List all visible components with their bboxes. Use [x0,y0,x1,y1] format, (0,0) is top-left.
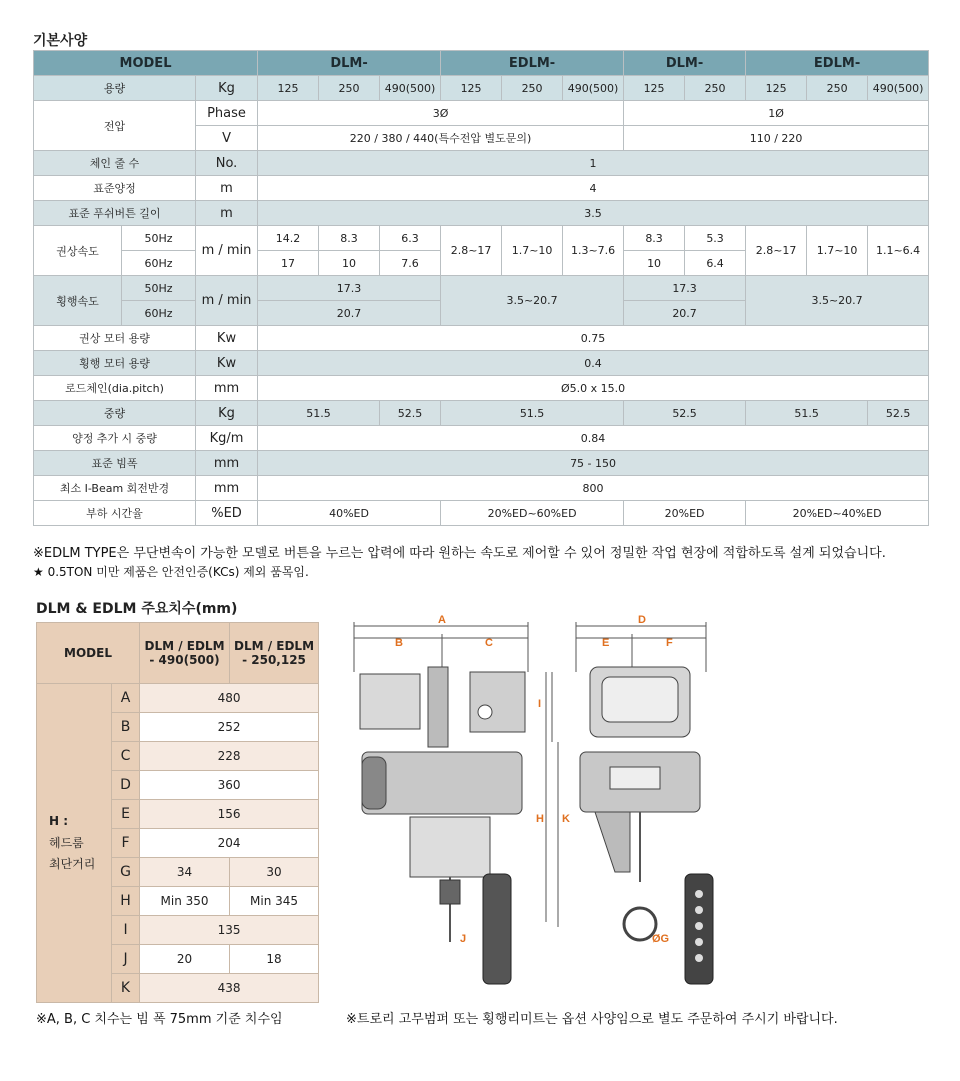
extra-weight-row [34,426,929,451]
lift-value: 4 [258,176,929,201]
chain-falls-label: 체인 줄 수 [34,151,196,176]
cap-val: 125 [441,76,502,101]
ts-val: 3.5~20.7 [746,276,929,326]
capacity-unit: Kg [196,76,258,101]
trolley-box [470,672,525,732]
travel-speed-row-50 [34,276,929,301]
hs-val: 1.7~10 [502,226,563,276]
group-dlm-3: DLM- [258,51,441,76]
label-b: B [395,637,403,649]
phase-row [34,101,929,126]
travel-motor-unit: Kw [196,351,258,376]
weight-val: 52.5 [868,401,929,426]
hs-val: 1.1~6.4 [868,226,929,276]
dim-key: J [112,945,140,974]
weight-unit: Kg [196,401,258,426]
hoist-side-view [360,667,525,984]
duty-row [34,501,929,526]
lift-label: 표준양정 [34,176,196,201]
phase3: 3Ø [258,101,624,126]
weight-row [34,401,929,426]
phase-unit: Phase [196,101,258,126]
label-k: K [562,813,570,825]
dim-key: K [112,974,140,1003]
beam-width-label: 표준 빔폭 [34,451,196,476]
dim-key: H [112,887,140,916]
dim-value: 18 [230,945,319,974]
lift-unit: m [196,176,258,201]
cap-val: 125 [624,76,685,101]
pendant-side [483,874,511,984]
hz50: 50Hz [122,276,196,301]
cap-val: 250 [502,76,563,101]
dim-model-header: MODEL [37,623,140,684]
dim-key: E [112,800,140,829]
hoist-diagram [340,612,930,997]
dim-key: G [112,858,140,887]
capacity-row [34,76,929,101]
cap-val: 125 [746,76,807,101]
hz60: 60Hz [122,301,196,326]
push-cord-unit: m [196,201,258,226]
ts-val: 3.5~20.7 [441,276,624,326]
note-kcs: ★ 0.5TON 미만 제품은 안전인증(KCs) 제외 품목임. [33,565,309,579]
capacity-label: 용량 [34,76,196,101]
hs-val: 6.4 [685,251,746,276]
hz60: 60Hz [122,251,196,276]
chain-falls-value: 1 [258,151,929,176]
hoist-speed-row-50 [34,226,929,251]
dim-value: 156 [140,800,319,829]
beam-width-row [34,451,929,476]
chain-falls-row [34,151,929,176]
ts-val: 17.3 [258,276,441,301]
extra-weight-unit: Kg/m [196,426,258,451]
chain-bag [410,817,490,877]
ts-val: 17.3 [624,276,746,301]
travel-motor-row [34,351,929,376]
dim-value: 135 [140,916,319,945]
dim-col1-header: DLM / EDLM - 490(500) [140,623,230,684]
cap-val: 250 [807,76,868,101]
weight-val: 51.5 [441,401,624,426]
cap-val: 250 [319,76,380,101]
cap-val: 490(500) [563,76,624,101]
v1: 110 / 220 [624,126,929,151]
cap-val: 125 [258,76,319,101]
hs-val: 5.3 [685,226,746,251]
hs-val: 2.8~17 [746,226,807,276]
label-j: J [460,933,467,945]
label-f: F [666,637,673,649]
hs-val: 2.8~17 [441,226,502,276]
spec-table [33,50,929,526]
push-cord-value: 3.5 [258,201,929,226]
weight-val: 51.5 [746,401,868,426]
cap-val: 490(500) [380,76,441,101]
beam-width-unit: mm [196,451,258,476]
weight-label: 중량 [34,401,196,426]
hs-val: 1.7~10 [807,226,868,276]
extra-weight-label: 양정 추가 시 중량 [34,426,196,451]
hoist-front-view [580,667,713,984]
travel-motor-label: 횡행 모터 용량 [34,351,196,376]
dim-title: DLM & EDLM 주요치수(mm) [36,601,238,617]
footnote-abc: ※A, B, C 치수는 빔 폭 75mm 기준 치수임 [36,1012,283,1027]
hoist-speed-label: 권상속도 [34,226,122,276]
group-dlm-1: DLM- [624,51,746,76]
dim-value: Min 350 [140,887,230,916]
note-edlm: ※EDLM TYPE은 무단변속이 가능한 모델로 버튼을 누르는 압력에 따라 원하는 속도로 제어할 수 있어 정밀한 작업 현장에 적합하도록 설계 되었습니다. [33,546,886,561]
extra-weight-value: 0.84 [258,426,929,451]
hs-val: 10 [624,251,685,276]
min-radius-row [34,476,929,501]
dim-value: 480 [140,684,319,713]
dim-value: 360 [140,771,319,800]
hoist-motor-value: 0.75 [258,326,929,351]
hs-val: 10 [319,251,380,276]
hs-val: 8.3 [624,226,685,251]
weight-val: 51.5 [258,401,380,426]
dim-value: 438 [140,974,319,1003]
dim-key: I [112,916,140,945]
dim-value: 20 [140,945,230,974]
dim-value: 34 [140,858,230,887]
dim-key: F [112,829,140,858]
dim-value: Min 345 [230,887,319,916]
hz50: 50Hz [122,226,196,251]
h-desc1: 헤드룸 [49,836,84,850]
v3: 220 / 380 / 440(특수전압 별도문의) [258,126,624,151]
weight-val: 52.5 [380,401,441,426]
hs-val: 7.6 [380,251,441,276]
chain-falls-unit: No. [196,151,258,176]
hoist-speed-unit: m / min [196,226,258,276]
hs-val: 14.2 [258,226,319,251]
hs-val: 17 [258,251,319,276]
beam-width-value: 75 - 150 [258,451,929,476]
hoist-motor-row [34,326,929,351]
min-radius-unit: mm [196,476,258,501]
duty-val: 20%ED [624,501,746,526]
dim-key: C [112,742,140,771]
dim-value: 30 [230,858,319,887]
v-unit: V [196,126,258,151]
h-desc2: 최단거리 [49,857,96,871]
push-cord-row [34,201,929,226]
group-edlm-3: EDLM- [441,51,624,76]
hs-val: 1.3~7.6 [563,226,624,276]
duty-val: 20%ED~40%ED [746,501,929,526]
spec-title: 기본사양 [33,33,88,49]
label-e: E [602,637,610,649]
hs-val: 6.3 [380,226,441,251]
model-header: MODEL [34,51,258,76]
dim-key: B [112,713,140,742]
h-label-cell [37,684,112,1003]
dim-col2-header: DLM / EDLM - 250,125 [230,623,319,684]
load-chain-row [34,376,929,401]
cap-val: 490(500) [868,76,929,101]
dim-value: 252 [140,713,319,742]
label-g: ØG [652,933,670,945]
cap-val: 250 [685,76,746,101]
duty-val: 20%ED~60%ED [441,501,624,526]
voltage-label: 전압 [34,101,196,151]
dim-value: 204 [140,829,319,858]
travel-speed-label: 횡행속도 [34,276,122,326]
phase1: 1Ø [624,101,929,126]
header-row [34,51,929,76]
group-edlm-1: EDLM- [746,51,929,76]
dim-key: D [112,771,140,800]
hoist-motor-unit: Kw [196,326,258,351]
dim-value: 228 [140,742,319,771]
min-radius-value: 800 [258,476,929,501]
label-h: H [536,813,544,825]
label-c: C [485,637,493,649]
duty-label: 부하 시간율 [34,501,196,526]
label-i: I [538,698,542,710]
duty-val: 40%ED [258,501,441,526]
push-cord-label: 표준 푸쉬버튼 길이 [34,201,196,226]
label-a: A [438,614,446,626]
label-d: D [638,614,646,626]
travel-speed-unit: m / min [196,276,258,326]
min-radius-label: 최소 I-Beam 회전반경 [34,476,196,501]
hoist-motor-label: 권상 모터 용량 [34,326,196,351]
hs-val: 8.3 [319,226,380,251]
load-chain-label: 로드체인(dia.pitch) [34,376,196,401]
load-chain-value: Ø5.0 x 15.0 [258,376,929,401]
ts-val: 20.7 [624,301,746,326]
ts-val: 20.7 [258,301,441,326]
dimension-table [36,622,319,1003]
travel-motor-value: 0.4 [258,351,929,376]
weight-val: 52.5 [624,401,746,426]
lift-row [34,176,929,201]
load-chain-unit: mm [196,376,258,401]
trolley-motor [360,674,420,729]
h-label: H : [49,814,69,828]
duty-unit: %ED [196,501,258,526]
footnote-option: ※트로리 고무범퍼 또는 횡행리미트는 옵션 사양임으로 별도 주문하여 주시기 바랍니다. [346,1012,838,1027]
dim-key: A [112,684,140,713]
